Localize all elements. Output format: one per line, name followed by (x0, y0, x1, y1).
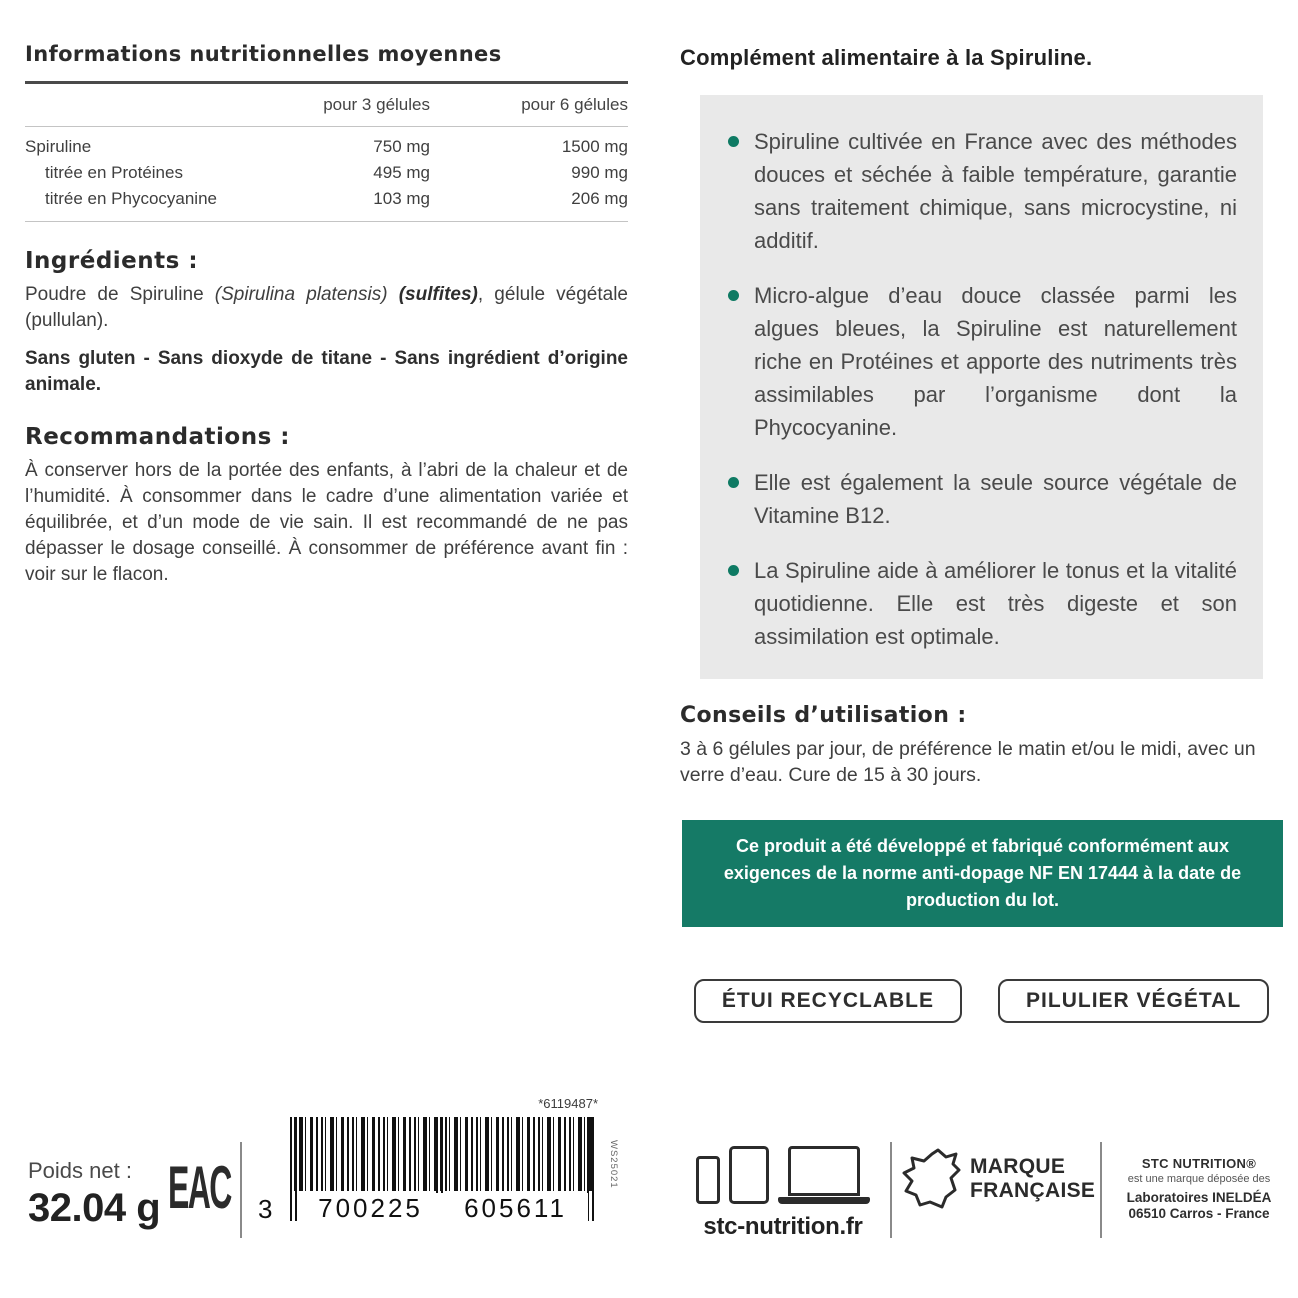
footer-divider (890, 1142, 892, 1238)
list-item (728, 125, 1237, 257)
nutrient-value-6caps: 990 mg (571, 163, 628, 182)
barcode-digits (298, 1193, 588, 1224)
lot-code-vertical: WS25021 (608, 1140, 619, 1189)
badge-recyclable-case: ÉTUI RECYCLABLE (694, 979, 962, 1023)
usage-text: 3 à 6 gélules par jour, de préférence le matin et/ou le midi, avec un verre d’eau. Cure de 15 à 30 jours. (680, 738, 1256, 786)
origin-label (970, 1155, 1095, 1203)
barcode-guard-bar (295, 1117, 297, 1221)
barcode-guard-bar (592, 1117, 594, 1221)
ingredients-free-from-note: Sans gluten - Sans dioxyde de titane - Sans ingrédient d’origine animale. (25, 348, 628, 395)
bullet-text: La Spiruline aide à améliorer le tonus et la vitalité quotidienne. Elle est très digeste et son assimilation est optimale. (754, 558, 1237, 649)
bullet-text: Spiruline cultivée en France avec des méthodes douces et séchée à faible température, garantie sans traitement chimique, sans microcystine, ni additif. (754, 129, 1237, 253)
barcode-bars (258, 1117, 606, 1227)
nutrient-name: titrée en Protéines (45, 163, 183, 182)
france-map-icon (902, 1146, 962, 1212)
net-weight-value: 32.04 g (28, 1186, 161, 1230)
ingredients-text (25, 282, 628, 334)
footer-divider (1100, 1142, 1102, 1238)
ingredients-seg-rest: , gélule végétale (pullulan). (25, 284, 629, 331)
recommendations-title: Recommandations : (25, 424, 291, 450)
packaging-badges (680, 979, 1283, 1023)
anti-doping-banner: Ce produit a été développé et fabriqué conformément aux exigences de la norme anti-dopage NF EN 17444 à la date de production du lot. (682, 820, 1283, 927)
brand-subtext: est une marque déposée des (1127, 1173, 1271, 1185)
brand-address: 06510 Carros - France (1128, 1206, 1270, 1221)
barcode-guard-bar (290, 1117, 292, 1221)
barcode-lead-digit: 3 (258, 1194, 273, 1224)
nutrient-name: Spiruline (25, 137, 92, 156)
usage-title: Conseils d’utilisation : (680, 703, 967, 728)
nutrient-value-6caps: 1500 mg (561, 137, 628, 156)
table-row (25, 134, 628, 160)
table-row (25, 160, 628, 186)
french-brand-block (902, 1146, 1094, 1212)
brand-laboratory: Laboratoires INELDÉA (1126, 1190, 1272, 1205)
nutrition-header-3caps: pour 3 gélules (323, 95, 430, 114)
ingredients-seg-latin-name: (Spirulina platensis) (214, 284, 399, 305)
list-item (728, 554, 1237, 653)
manufacturer-block (1108, 1156, 1290, 1221)
benefits-box (700, 95, 1263, 679)
devices-icons (688, 1140, 878, 1204)
nutrient-value-3caps: 750 mg (373, 137, 430, 156)
bullet-dot-icon (728, 477, 739, 488)
website-block (688, 1140, 878, 1241)
eac-mark-icon: EAC (168, 1155, 231, 1222)
laptop-icon (778, 1146, 870, 1204)
nutrition-panel (25, 42, 628, 588)
bullet-text: Micro-algue d’eau douce classée parmi les algues bleues, la Spiruline est naturellement riche en Protéines et apporte des nutriments très assimilables par l’organisme dont la Phycocyanine. (754, 283, 1237, 440)
nutrition-header-6caps: pour 6 gélules (521, 95, 628, 114)
barcode-digits-left: 700225 (298, 1193, 443, 1224)
origin-line2: FRANÇAISE (970, 1179, 1096, 1202)
net-weight-block (28, 1158, 160, 1231)
brand-name: STC NUTRITION® (1141, 1156, 1257, 1171)
origin-line1: MARQUE (970, 1155, 1066, 1178)
nutrient-name: titrée en Phycocyanine (45, 189, 217, 208)
ingredients-seg-normal: Poudre de Spiruline (25, 284, 215, 305)
recommendations-text: À conserver hors de la portée des enfants, à l’abri de la chaleur et de l’humidité. À consommer dans le cadre d’une alimentation variée et équilibrée, et d’un mode de vie sain. Il est recommandé de ne pas dépasser le dosage conseillé. À consommer de préférence avant fin : voir sur le flacon. (25, 460, 628, 585)
list-item (728, 279, 1237, 444)
barcode-digits-right: 605611 (443, 1193, 588, 1224)
website-url: stc-nutrition.fr (703, 1213, 863, 1240)
nutrient-value-3caps: 103 mg (373, 189, 430, 208)
nutrition-table-body (25, 127, 628, 222)
ingredients-seg-allergen: (sulfites) (398, 284, 478, 305)
laptop-screen (788, 1146, 860, 1196)
bullet-dot-icon (728, 290, 739, 301)
nutrition-header-row (25, 84, 628, 127)
barcode-reference-number: *6119487* (538, 1096, 598, 1111)
smartphone-icon (696, 1156, 720, 1204)
nutrient-value-6caps: 206 mg (571, 189, 628, 208)
nutrition-title: Informations nutritionnelles moyennes (25, 42, 628, 84)
footer-divider (240, 1142, 242, 1238)
list-item (728, 466, 1237, 532)
ean13-barcode (258, 1096, 606, 1227)
table-row (25, 186, 628, 212)
nutrient-value-3caps: 495 mg (373, 163, 430, 182)
tablet-icon (729, 1146, 769, 1204)
product-description-panel (680, 45, 1283, 1023)
ingredients-title: Ingrédients : (25, 248, 199, 274)
net-weight-label: Poids net : (28, 1158, 132, 1183)
bullet-dot-icon (728, 565, 739, 576)
bullet-dot-icon (728, 136, 739, 147)
laptop-base (778, 1197, 870, 1204)
product-headline: Complément alimentaire à la Spiruline. (680, 45, 1093, 70)
badge-plant-pillbox: PILULIER VÉGÉTAL (998, 979, 1269, 1023)
bullet-text: Elle est également la seule source végétale de Vitamine B12. (754, 470, 1237, 528)
